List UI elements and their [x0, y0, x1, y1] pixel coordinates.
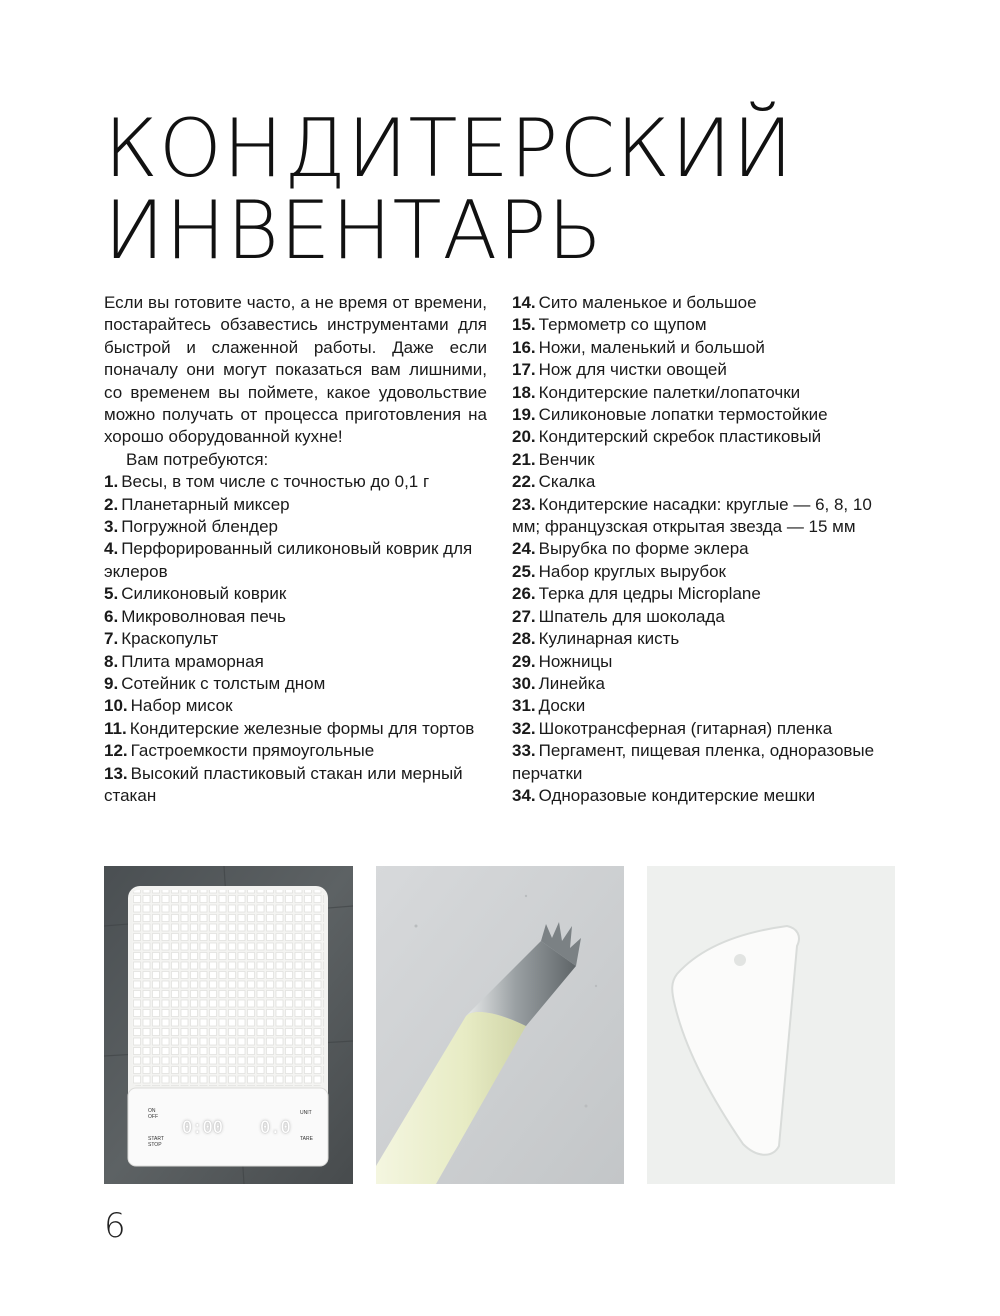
list-item-number: 19. — [512, 405, 536, 425]
list-item-number: 2. — [104, 494, 119, 514]
list-item — [104, 718, 487, 740]
list-item — [104, 538, 487, 583]
equipment-list-left — [104, 471, 487, 807]
list-item-number: 32. — [512, 718, 536, 738]
list-item-number: 7. — [104, 629, 119, 649]
list-item-text: Гастроемкости прямоугольные — [130, 741, 375, 761]
need-label: Вам потребуются: — [126, 449, 269, 469]
scale-on-button: ON OFF — [148, 1108, 158, 1120]
title-line-2: ИНВЕНТАРЬ — [104, 184, 604, 277]
list-item-number: 24. — [512, 539, 536, 559]
list-item-number: 17. — [512, 360, 536, 380]
list-item-text: Венчик — [538, 449, 595, 469]
list-item-number: 33. — [512, 741, 536, 761]
list-item-text: Краскопульт — [121, 629, 219, 649]
list-item-text: Скалка — [538, 472, 596, 492]
list-item-text: Погружной блендер — [121, 517, 279, 537]
list-item — [512, 337, 892, 359]
list-item — [512, 785, 892, 807]
scale-unit-button: UNIT — [300, 1110, 312, 1116]
list-item — [512, 449, 892, 471]
page-number: 6 — [104, 1206, 126, 1246]
list-item — [512, 292, 892, 314]
list-item — [512, 426, 892, 448]
list-item-text: Сотейник с толстым дном — [121, 673, 326, 693]
list-item-number: 3. — [104, 517, 119, 537]
scale-start-button: START STOP — [148, 1136, 164, 1148]
list-item — [104, 606, 487, 628]
list-item-text: Сито маленькое и большое — [538, 293, 757, 312]
list-item-text: Кондитерские палетки/лопаточки — [538, 382, 801, 402]
list-item — [512, 673, 892, 695]
intro-paragraph: Если вы готовите часто, а не время от времени, постарайтесь обзавестись инструментами для быстрой и слаженной работы. Даже если поначалу они могут показаться вам лишними, со временем вы поймете, какое удовольствие можно получать от процесса приготовления на хорошо оборудованной кухне! — [104, 293, 487, 447]
list-item-text: Кулинарная кисть — [538, 629, 680, 649]
list-item-text: Ножницы — [538, 651, 613, 671]
list-item — [104, 516, 487, 538]
list-item-text: Терка для цедры Microplane — [538, 584, 761, 604]
list-item — [104, 695, 487, 717]
list-item — [104, 471, 487, 493]
page-title — [104, 102, 794, 277]
list-item-number: 4. — [104, 539, 119, 559]
list-item-number: 16. — [512, 337, 536, 357]
list-item — [104, 673, 487, 695]
list-item — [512, 359, 892, 381]
list-item-number: 28. — [512, 629, 536, 649]
equipment-list-right — [512, 292, 892, 807]
list-item — [512, 494, 892, 539]
list-item-number: 14. — [512, 293, 536, 312]
list-item — [512, 404, 892, 426]
list-item-number: 30. — [512, 673, 536, 693]
list-item — [512, 718, 892, 740]
scraper-photo — [647, 866, 895, 1184]
list-item-number: 5. — [104, 584, 119, 604]
list-item-number: 13. — [104, 763, 128, 783]
list-item-text: Планетарный миксер — [121, 494, 290, 514]
list-item-number: 27. — [512, 606, 536, 626]
scale-weight-display: 0.0 — [260, 1118, 291, 1138]
list-item-number: 12. — [104, 741, 128, 761]
list-item-number: 1. — [104, 472, 119, 492]
list-item-number: 6. — [104, 606, 119, 626]
list-item — [512, 314, 892, 336]
right-column — [512, 292, 892, 807]
list-item-number: 23. — [512, 494, 536, 514]
list-item — [104, 763, 487, 808]
scale-timer-display: 0:00 — [182, 1118, 223, 1138]
list-item — [512, 583, 892, 605]
list-item-text: Кондитерские железные формы для тортов — [129, 718, 475, 738]
list-item-text: Кондитерский скребок пластиковый — [538, 427, 822, 447]
list-item-number: 11. — [104, 718, 127, 738]
list-item — [512, 471, 892, 493]
list-item-number: 20. — [512, 427, 536, 447]
list-item — [512, 628, 892, 650]
list-item-number: 18. — [512, 382, 536, 402]
list-item-text: Силиконовые лопатки термостойкие — [538, 405, 828, 425]
list-item-number: 26. — [512, 584, 536, 604]
list-item — [512, 651, 892, 673]
list-item — [512, 561, 892, 583]
list-item-text: Ножи, маленький и большой — [538, 337, 765, 357]
list-item-text: Нож для чистки овощей — [538, 360, 727, 380]
list-item-text: Перфорированный силиконовый коврик для эклеров — [104, 539, 473, 581]
list-item-text: Микроволновая печь — [121, 606, 286, 626]
list-item-text: Силиконовый коврик — [121, 584, 287, 604]
list-item-number: 21. — [512, 449, 536, 469]
left-column — [104, 292, 487, 807]
list-item — [512, 382, 892, 404]
scale-tare-button: TARE — [300, 1136, 313, 1142]
list-item-text: Набор круглых вырубок — [538, 561, 726, 581]
list-item-text: Плита мраморная — [121, 651, 264, 671]
list-item-text: Доски — [538, 696, 586, 716]
list-item-number: 9. — [104, 673, 119, 693]
list-item-number: 8. — [104, 651, 119, 671]
title-line-1: КОНДИТЕРСКИЙ — [104, 102, 794, 195]
list-item — [104, 740, 487, 762]
list-item-text: Шокотрансферная (гитарная) пленка — [538, 718, 833, 738]
list-item-number: 10. — [104, 696, 128, 716]
list-item — [104, 651, 487, 673]
list-item-text: Весы, в том числе с точностью до 0,1 г — [121, 472, 430, 492]
list-item — [104, 494, 487, 516]
list-item — [512, 740, 892, 785]
list-item-text: Одноразовые кондитерские мешки — [538, 785, 816, 805]
list-item — [104, 628, 487, 650]
list-item — [512, 606, 892, 628]
list-item — [512, 538, 892, 560]
list-item-number: 25. — [512, 561, 536, 581]
list-item-number: 34. — [512, 785, 536, 805]
list-item-number: 15. — [512, 315, 536, 335]
list-item-text: Шпатель для шоколада — [538, 606, 725, 626]
list-item-number: 29. — [512, 651, 536, 671]
list-item — [512, 695, 892, 717]
list-item-text: Высокий пластиковый стакан или мерный стакан — [104, 763, 463, 805]
list-item-number: 22. — [512, 472, 536, 492]
list-item-text: Пергамент, пищевая пленка, одноразовые перчатки — [512, 741, 875, 783]
piping-nozzle-photo — [376, 866, 624, 1184]
list-item-text: Вырубка по форме эклера — [538, 539, 749, 559]
list-item — [104, 583, 487, 605]
list-item-text: Кондитерские насадки: круглые — 6, 8, 10 мм; французская открытая звезда — 15 мм — [512, 494, 872, 537]
list-item-text: Набор мисок — [130, 696, 233, 716]
list-item-number: 31. — [512, 696, 536, 716]
list-item-text: Термометр со щупом — [538, 315, 707, 335]
list-item-text: Линейка — [538, 673, 605, 693]
scale-photo — [104, 866, 353, 1184]
